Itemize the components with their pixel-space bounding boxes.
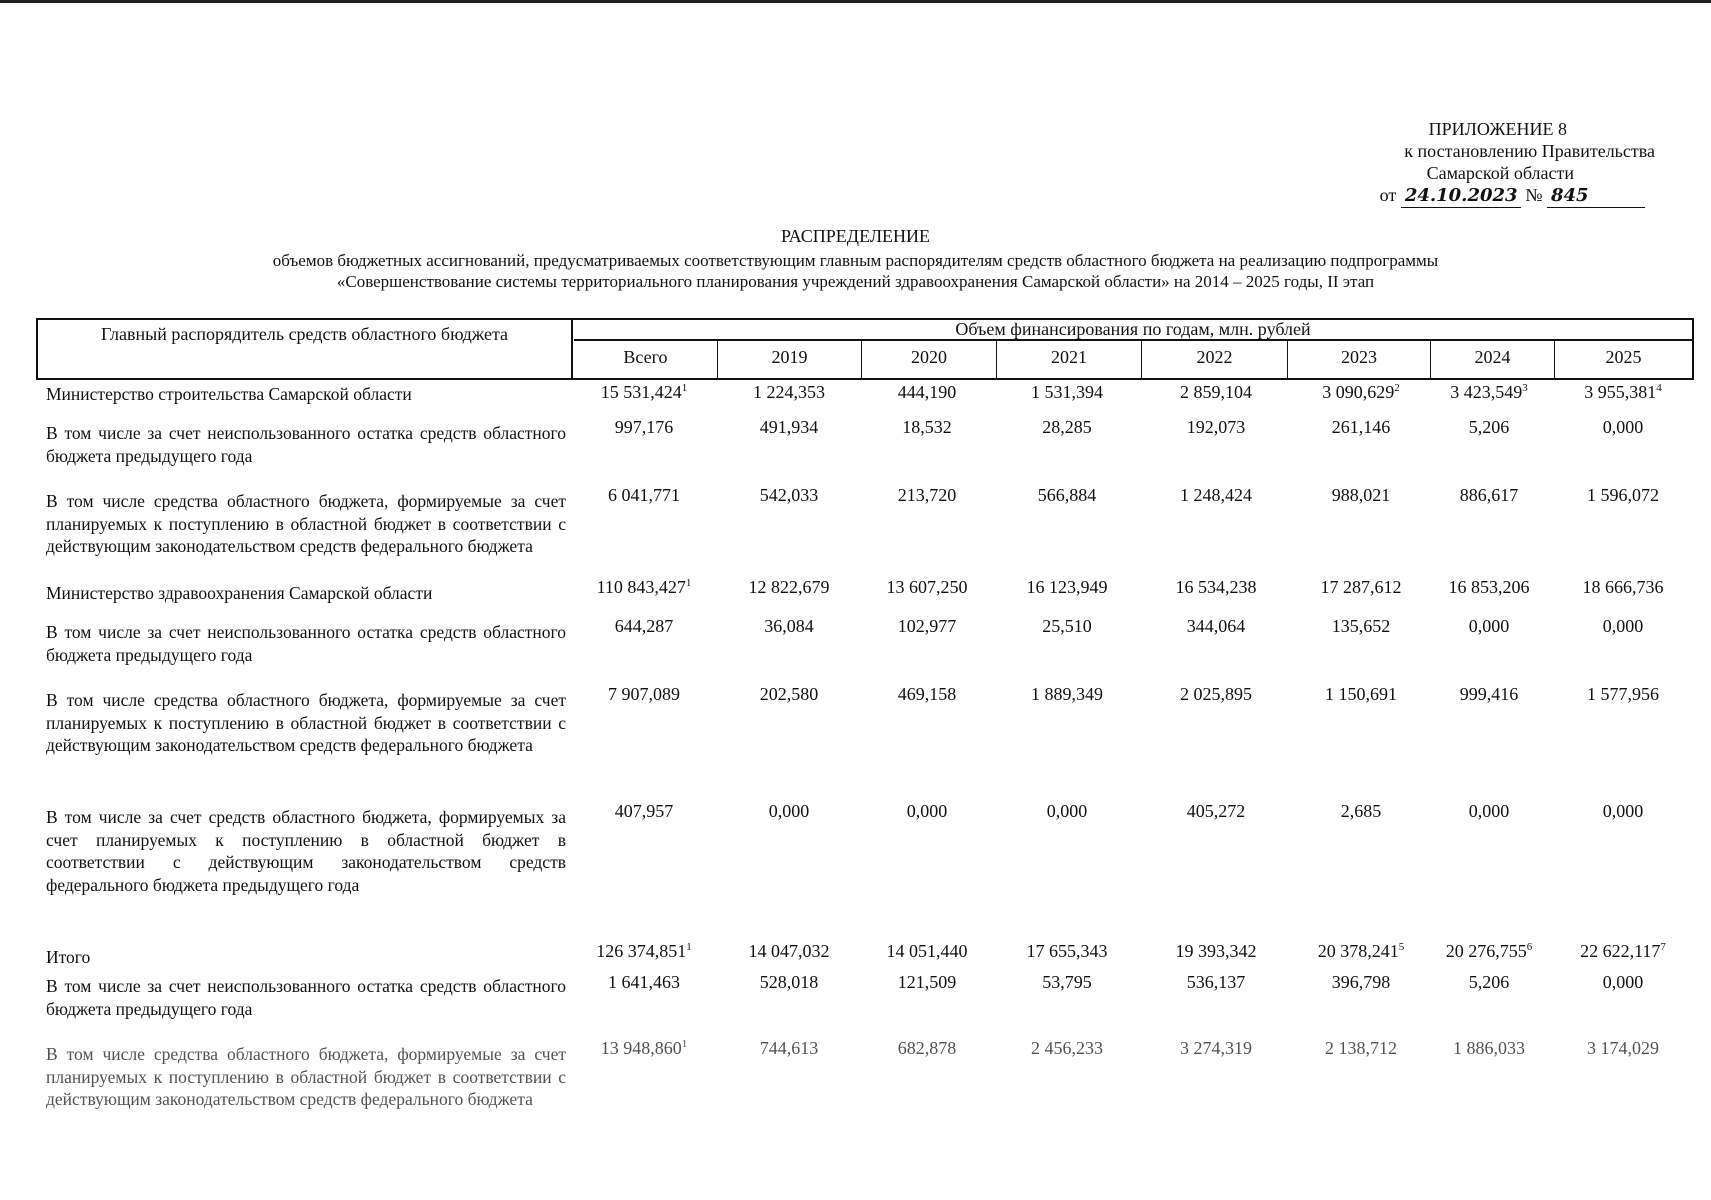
value-cell xyxy=(724,381,854,403)
value-cell xyxy=(579,381,709,403)
value-cell xyxy=(1002,416,1132,438)
value-number: 1 641,463 xyxy=(608,972,680,992)
value-cell xyxy=(1558,416,1688,438)
value-number: 0,000 xyxy=(1468,801,1510,821)
value-cell xyxy=(1558,800,1688,822)
value-cell xyxy=(724,940,854,962)
value-cell xyxy=(1558,1037,1688,1059)
column-header-2024: 2024 xyxy=(1431,341,1555,378)
value-number: 566,884 xyxy=(1037,485,1097,505)
value-cell xyxy=(1424,576,1554,598)
value-number: 53,795 xyxy=(1042,972,1092,992)
row-label-health-remainder: В том числе за счет неиспользованного остатка средств областного бюджета предыдущего года xyxy=(46,622,566,665)
value-cell xyxy=(1296,484,1426,506)
column-header-2020: 2020 xyxy=(862,341,997,378)
value-cell xyxy=(724,615,854,637)
value-cell xyxy=(1424,416,1554,438)
value-number: 0,000 xyxy=(1602,972,1644,992)
value-cell xyxy=(1296,1037,1426,1059)
value-number: 135,652 xyxy=(1331,616,1391,636)
handwritten-number: 845 xyxy=(1547,185,1645,208)
value-number: 202,580 xyxy=(759,684,819,704)
value-number: 192,073 xyxy=(1186,417,1246,437)
value-number: 18 666,736 xyxy=(1582,577,1664,597)
value-number: 14 047,032 xyxy=(748,941,830,961)
column-header-2021: 2021 xyxy=(997,341,1142,378)
value-number: 7 907,089 xyxy=(608,684,680,704)
value-cell xyxy=(862,615,992,637)
value-cell xyxy=(1296,576,1426,598)
value-cell xyxy=(1296,615,1426,637)
value-number: 0,000 xyxy=(768,801,810,821)
value-number: 469,158 xyxy=(897,684,957,704)
value-number: 126 374,851 xyxy=(596,941,687,961)
value-cell xyxy=(1151,484,1281,506)
value-number: 407,957 xyxy=(614,801,674,821)
value-number: 2,685 xyxy=(1340,801,1382,821)
value-cell xyxy=(1151,576,1281,598)
value-number: 16 853,206 xyxy=(1448,577,1530,597)
value-cell xyxy=(579,416,709,438)
footnote-marker: 7 xyxy=(1660,941,1666,953)
value-number: 1 886,033 xyxy=(1453,1038,1525,1058)
value-number: 17 287,612 xyxy=(1320,577,1402,597)
value-cell xyxy=(1424,800,1554,822)
value-cell xyxy=(1558,971,1688,993)
value-cell xyxy=(579,615,709,637)
value-cell xyxy=(1002,971,1132,993)
value-cell xyxy=(1002,1037,1132,1059)
row-label-ministry-construction: Министерство строительства Самарской области xyxy=(46,384,412,404)
value-cell xyxy=(1296,683,1426,705)
value-number: 3 174,029 xyxy=(1587,1038,1659,1058)
value-number: 644,287 xyxy=(614,616,674,636)
value-number: 988,021 xyxy=(1331,485,1391,505)
value-number: 18,532 xyxy=(902,417,952,437)
value-cell xyxy=(579,800,709,822)
value-cell xyxy=(1424,381,1554,403)
column-header-2023: 2023 xyxy=(1288,341,1431,378)
value-number: 444,190 xyxy=(897,382,957,402)
value-cell xyxy=(1424,940,1554,962)
value-cell xyxy=(1002,484,1132,506)
value-cell xyxy=(579,484,709,506)
appendix-block xyxy=(1235,118,1655,208)
value-number: 13 607,250 xyxy=(886,577,968,597)
value-cell xyxy=(1151,940,1281,962)
footnote-marker: 1 xyxy=(681,1038,688,1050)
value-cell xyxy=(1002,615,1132,637)
value-number: 12 822,679 xyxy=(748,577,830,597)
document-subtitle-1: объемов бюджетных ассигнований, предусматриваемых соответствующим главным распорядителям средств областного бюджета на реализацию подпрограммы xyxy=(272,251,1439,270)
value-cell xyxy=(579,576,709,598)
handwritten-date: 24.10.2023 xyxy=(1401,185,1521,208)
value-number: 28,285 xyxy=(1042,417,1092,437)
value-cell xyxy=(1558,615,1688,637)
column-header-distributor: Главный распорядитель средств областного бюджета xyxy=(38,320,573,378)
value-number: 20 378,241 xyxy=(1317,941,1399,961)
row-label-total: Итого xyxy=(46,947,91,967)
value-number: 19 393,342 xyxy=(1175,941,1257,961)
value-number: 213,720 xyxy=(897,485,957,505)
value-number: 999,416 xyxy=(1459,684,1519,704)
footnote-marker: 2 xyxy=(1394,382,1400,394)
value-number: 0,000 xyxy=(1046,801,1088,821)
value-number: 16 534,238 xyxy=(1175,577,1257,597)
value-cell xyxy=(1296,940,1426,962)
appendix-resolution: к постановлению Правительства xyxy=(1404,141,1655,161)
value-cell xyxy=(1151,1037,1281,1059)
value-number: 542,033 xyxy=(759,485,819,505)
value-number: 1 224,353 xyxy=(753,382,825,402)
date-prefix: от xyxy=(1379,185,1397,205)
value-number: 1 531,394 xyxy=(1031,382,1103,402)
value-number: 110 843,427 xyxy=(596,577,686,597)
value-cell xyxy=(1296,381,1426,403)
value-cell xyxy=(1424,683,1554,705)
value-number: 2 456,233 xyxy=(1031,1038,1103,1058)
footnote-marker: 6 xyxy=(1526,941,1533,953)
value-cell xyxy=(579,940,709,962)
value-number: 3 955,381 xyxy=(1584,382,1657,402)
value-cell xyxy=(1558,576,1688,598)
value-cell xyxy=(1151,615,1281,637)
value-cell xyxy=(862,576,992,598)
value-cell xyxy=(862,940,992,962)
value-cell xyxy=(862,971,992,993)
value-number: 396,798 xyxy=(1331,972,1391,992)
value-number: 6 041,771 xyxy=(608,485,680,505)
value-cell xyxy=(1558,683,1688,705)
value-cell xyxy=(862,484,992,506)
value-cell xyxy=(862,1037,992,1059)
value-number: 0,000 xyxy=(1602,801,1644,821)
value-cell xyxy=(579,1037,709,1059)
value-number: 491,934 xyxy=(759,417,819,437)
value-number: 15 531,424 xyxy=(600,382,682,402)
value-cell xyxy=(1296,800,1426,822)
value-cell xyxy=(1558,381,1688,403)
value-number: 997,176 xyxy=(614,417,674,437)
value-number: 528,018 xyxy=(759,972,819,992)
appendix-date-number xyxy=(1235,184,1645,208)
scan-edge xyxy=(0,0,1711,3)
column-header-total: Всего xyxy=(574,341,718,378)
value-number: 121,509 xyxy=(897,972,957,992)
value-cell xyxy=(1424,615,1554,637)
value-cell xyxy=(724,416,854,438)
row-label-total-remainder: В том числе за счет неиспользованного остатка средств областного бюджета предыдущего года xyxy=(46,976,566,1019)
value-number: 886,617 xyxy=(1459,485,1519,505)
value-cell xyxy=(862,683,992,705)
value-cell xyxy=(1002,576,1132,598)
value-cell xyxy=(862,800,992,822)
column-group-header: Объем финансирования по годам, млн. рублей xyxy=(574,320,1692,341)
value-number: 102,977 xyxy=(897,616,957,636)
row-label-health-federal: В том числе средства областного бюджета, формируемые за счет планируемых к поступлению в областной бюджет в соответствии с действующим законодательством средств федерального бюджета xyxy=(46,690,566,755)
value-number: 3 274,319 xyxy=(1180,1038,1252,1058)
value-cell xyxy=(1002,940,1132,962)
value-number: 0,000 xyxy=(906,801,948,821)
value-cell xyxy=(1424,1037,1554,1059)
value-cell xyxy=(862,381,992,403)
value-number: 3 423,549 xyxy=(1450,382,1523,402)
value-number: 13 948,860 xyxy=(600,1038,682,1058)
value-cell xyxy=(724,484,854,506)
appendix-region: Самарской области xyxy=(1426,163,1574,183)
column-header-2022: 2022 xyxy=(1142,341,1288,378)
value-number: 5,206 xyxy=(1468,417,1510,437)
value-number: 5,206 xyxy=(1468,972,1510,992)
value-number: 14 051,440 xyxy=(886,941,968,961)
footnote-marker: 1 xyxy=(685,577,692,589)
row-label-construction-federal: В том числе средства областного бюджета, формируемые за счет планируемых к поступлению в областной бюджет в соответствии с действующим законодательством средств федерального бюджета xyxy=(46,491,566,556)
value-cell xyxy=(1151,971,1281,993)
value-number: 536,137 xyxy=(1186,972,1246,992)
value-cell xyxy=(1151,683,1281,705)
value-number: 0,000 xyxy=(1602,616,1644,636)
value-number: 36,084 xyxy=(764,616,814,636)
value-number: 16 123,949 xyxy=(1026,577,1108,597)
document-subtitle-2: «Совершенствование системы территориального планирования учреждений здравоохранения Самарской области» на 2014 – 2025 годы, II этап xyxy=(336,272,1375,291)
value-number: 344,064 xyxy=(1186,616,1246,636)
value-cell xyxy=(1151,381,1281,403)
value-cell xyxy=(1002,800,1132,822)
appendix-title: ПРИЛОЖЕНИЕ 8 xyxy=(1428,119,1567,139)
footnote-marker: 1 xyxy=(686,941,692,953)
value-cell xyxy=(579,971,709,993)
table-header xyxy=(36,318,1694,380)
value-number: 2 138,712 xyxy=(1325,1038,1397,1058)
value-number: 744,613 xyxy=(759,1038,819,1058)
number-prefix: № xyxy=(1525,185,1543,205)
value-cell xyxy=(1558,940,1688,962)
value-number: 2 025,895 xyxy=(1180,684,1252,704)
value-number: 682,878 xyxy=(897,1038,957,1058)
row-label-ministry-health: Министерство здравоохранения Самарской области xyxy=(46,583,433,603)
value-number: 2 859,104 xyxy=(1180,382,1252,402)
column-header-2025: 2025 xyxy=(1605,347,1642,367)
value-number: 405,272 xyxy=(1186,801,1246,821)
value-cell xyxy=(724,683,854,705)
document-title: РАСПРЕДЕЛЕНИЕ xyxy=(780,226,931,246)
value-cell xyxy=(724,800,854,822)
row-label-total-federal: В том числе средства областного бюджета, формируемые за счет планируемых к поступлению в областной бюджет в соответствии с действующим законодательством средств федерального бюджета xyxy=(46,1044,566,1109)
value-number: 1 248,424 xyxy=(1180,485,1252,505)
value-number: 1 577,956 xyxy=(1587,684,1659,704)
value-cell xyxy=(1424,484,1554,506)
value-cell xyxy=(1151,416,1281,438)
value-number: 1 596,072 xyxy=(1587,485,1659,505)
value-number: 261,146 xyxy=(1331,417,1391,437)
value-number: 0,000 xyxy=(1602,417,1644,437)
footnote-marker: 4 xyxy=(1656,382,1662,394)
value-cell xyxy=(1002,683,1132,705)
value-number: 20 276,755 xyxy=(1445,941,1527,961)
value-cell xyxy=(1151,800,1281,822)
value-cell xyxy=(724,576,854,598)
footnote-marker: 3 xyxy=(1522,382,1528,394)
value-cell xyxy=(1296,971,1426,993)
value-number: 25,510 xyxy=(1042,616,1092,636)
value-number: 0,000 xyxy=(1468,616,1510,636)
value-cell xyxy=(1558,484,1688,506)
value-cell xyxy=(1296,416,1426,438)
row-label-health-federal-prev-year: В том числе за счет средств областного бюджета, формируемых за счет планируемых к поступлению в областной бюджет в соответствии с действующим законодательством средств федерального бюджета предыдущего года xyxy=(46,807,566,895)
value-number: 1 150,691 xyxy=(1325,684,1397,704)
footnote-marker: 5 xyxy=(1398,941,1405,953)
value-cell xyxy=(579,683,709,705)
value-number: 22 622,117 xyxy=(1580,941,1661,961)
footnote-marker: 1 xyxy=(681,382,688,394)
column-header-2019: 2019 xyxy=(718,341,862,378)
value-number: 1 889,349 xyxy=(1031,684,1103,704)
value-cell xyxy=(1002,381,1132,403)
value-cell xyxy=(724,1037,854,1059)
value-number: 3 090,629 xyxy=(1322,382,1395,402)
row-label-construction-remainder: В том числе за счет неиспользованного остатка средств областного бюджета предыдущего года xyxy=(46,423,566,466)
value-cell xyxy=(724,971,854,993)
value-number: 17 655,343 xyxy=(1026,941,1108,961)
value-cell xyxy=(1424,971,1554,993)
value-cell xyxy=(862,416,992,438)
